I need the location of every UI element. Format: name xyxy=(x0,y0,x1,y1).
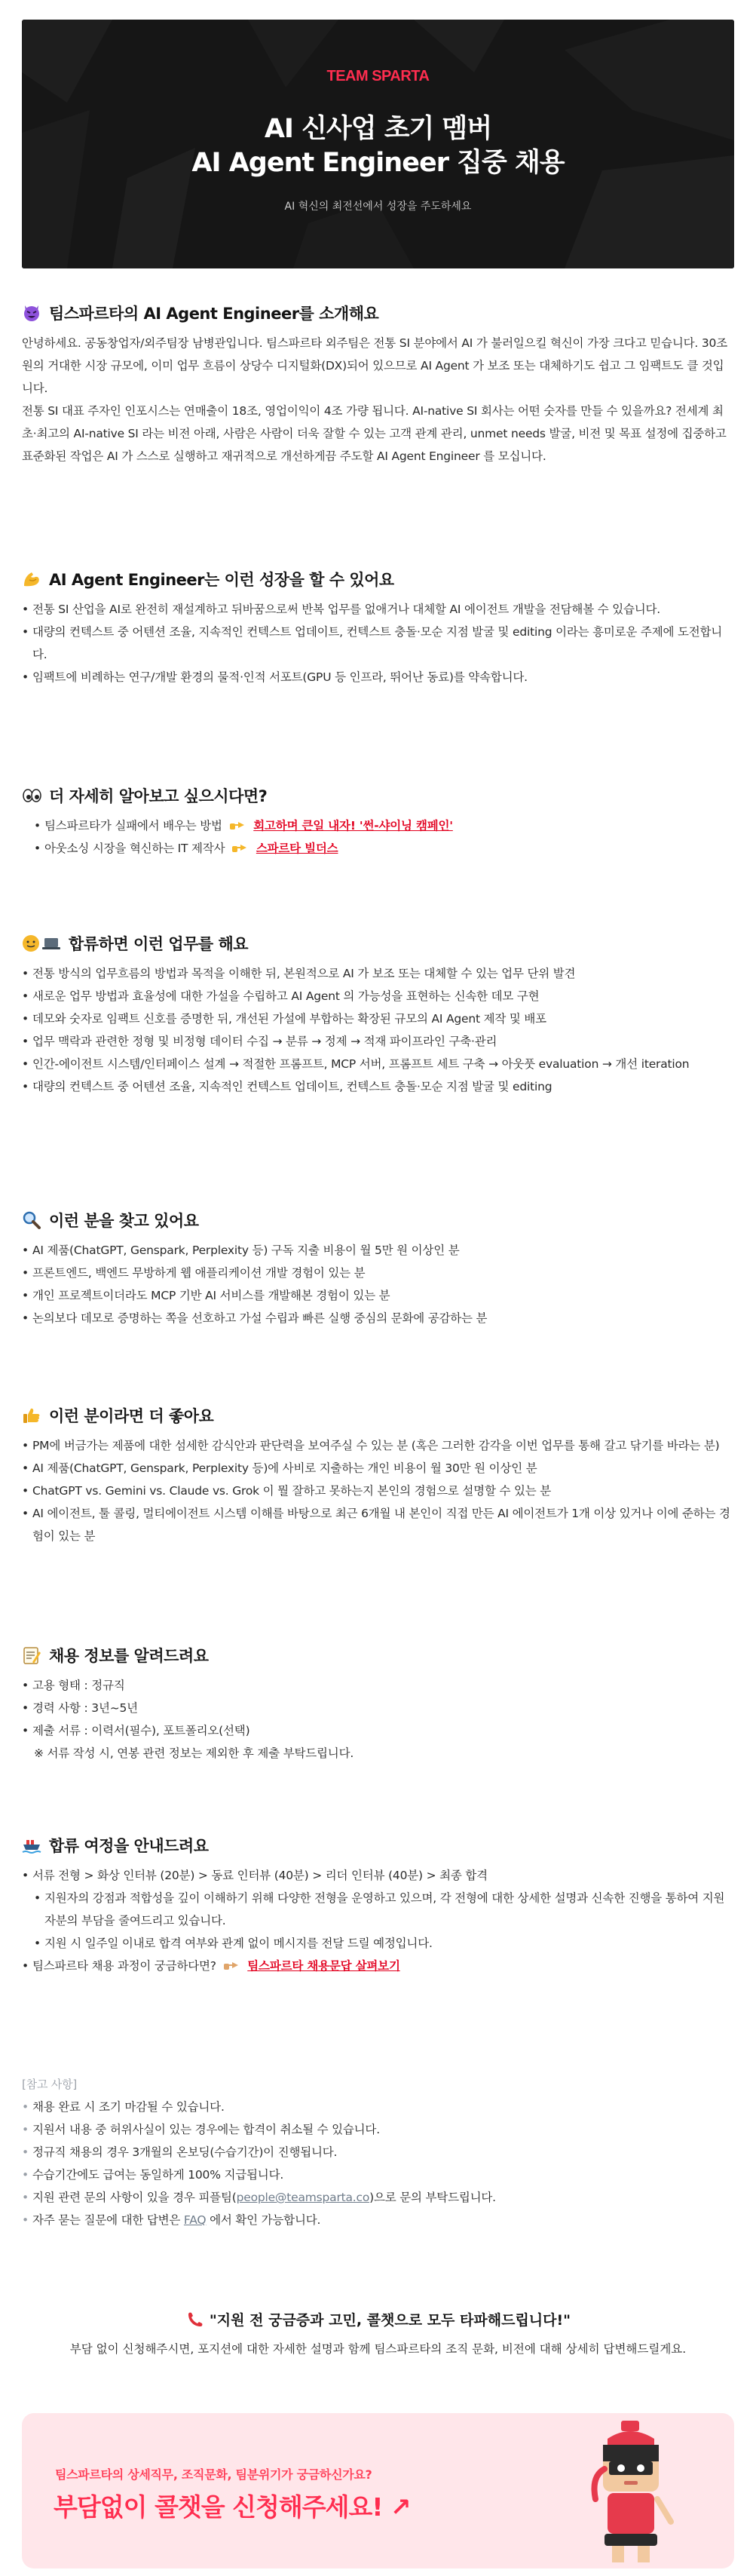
list-item: • 정규직 채용의 경우 3개월의 온보딩(수습기간)이 진행됩니다. xyxy=(22,2141,734,2164)
section-intro xyxy=(22,302,734,468)
pointing-hand-icon xyxy=(223,1958,240,1972)
list-item: • 임팩트에 비례하는 연구/개발 환경의 물적·인적 서포트(GPU 등 인프라, 뛰어난 동료)를 약속합니다. xyxy=(22,666,734,688)
list-item: • 채용 완료 시 조기 마감될 수 있습니다. xyxy=(22,2096,734,2118)
section-job-info xyxy=(22,1644,734,1765)
section-title: 이런 분을 찾고 있어요 xyxy=(49,1212,199,1230)
section-title: 합류하면 이런 업무를 해요 xyxy=(69,935,249,953)
process-faq xyxy=(22,1955,734,1977)
recruit-faq-link[interactable]: 팀스파르타 채용문답 살펴보기 xyxy=(247,1959,400,1973)
brand-logo: TEAM SPARTA xyxy=(326,68,430,84)
section-reference xyxy=(22,2073,734,2231)
callchat-banner[interactable] xyxy=(22,2413,734,2568)
list-item: • 고용 형태 : 정규직 xyxy=(22,1674,734,1697)
list-item: • ChatGPT vs. Gemini vs. Claude vs. Grok 이 뭘 잘하고 못하는지 본인의 경험으로 설명할 수 있는 분 xyxy=(22,1480,734,1502)
reference-list xyxy=(22,2096,734,2231)
reference-title: [참고 사항] xyxy=(22,2078,78,2091)
section-heading xyxy=(22,932,734,955)
list-item-text: 아웃소싱 시장을 혁신하는 IT 제작사 xyxy=(44,842,225,855)
memo-icon xyxy=(22,1645,41,1665)
list-item: • 데모와 숫자로 임팩트 신호를 증명한 뒤, 개선된 가설에 부합하는 확장된 규모의 AI Agent 제작 및 배포 xyxy=(22,1007,734,1030)
section-heading xyxy=(22,1834,734,1857)
section-seeking xyxy=(22,1209,734,1329)
section-heading xyxy=(22,784,734,807)
list-item: • AI 제품(ChatGPT, Genspark, Perplexity 등)에 사비로 지출하는 개인 비용이 월 30만 원 이상인 분 xyxy=(22,1457,734,1480)
magnifier-icon xyxy=(22,1210,41,1230)
section-title: 채용 정보를 알려드려요 xyxy=(49,1647,209,1665)
list-item: • 개인 프로젝트이더라도 MCP 기반 AI 서비스를 개발해본 경험이 있는 분 xyxy=(22,1284,734,1307)
faq-text: 자주 묻는 질문에 대한 답변은 xyxy=(32,2213,184,2227)
sparta-sunshining-link[interactable]: 회고하며 큰일 내자! '썬-샤이닝 캠페인' xyxy=(253,819,453,833)
section-heading xyxy=(22,302,734,324)
banner-question: 팀스파르타의 상세직무, 조직문화, 팀분위기가 궁금하신가요? xyxy=(55,2467,372,2482)
telephone-icon xyxy=(185,2310,205,2329)
section-bonus xyxy=(22,1404,734,1547)
list-item-text: 팀스파르타가 실패에서 배우는 방법 xyxy=(44,819,222,833)
section-heading xyxy=(22,1209,734,1231)
list-item xyxy=(22,1955,734,1977)
sparta-builders-link[interactable]: 스파르타 빌더스 xyxy=(256,842,338,855)
process-list xyxy=(22,1864,734,1887)
list-item: • 대량의 컨텍스트 중 어텐션 조율, 지속적인 컨텍스트 업데이트, 컨텍스트 충돌·모순 지점 발굴 및 editing xyxy=(22,1075,734,1098)
faq-link[interactable]: FAQ xyxy=(183,2213,207,2227)
list-item xyxy=(22,814,734,837)
section-title: 이런 분이라면 더 좋아요 xyxy=(49,1407,214,1425)
sparta-mascot-icon xyxy=(582,2416,680,2567)
person-laptop-icon xyxy=(22,934,61,953)
list-item: • 지원서 내용 중 허위사실이 있는 경우에는 합격이 취소될 수 있습니다. xyxy=(22,2118,734,2141)
process-flow: • 서류 전형 > 화상 인터뷰 (20분) > 동료 인터뷰 (40분) > 리더 인터뷰 (40분) > 최종 합격 xyxy=(22,1864,734,1887)
hero-banner xyxy=(22,20,734,268)
list-item: • 새로운 업무 방법과 효율성에 대한 가설을 수립하고 AI Agent 의 가능성을 표현하는 신속한 데모 구현 xyxy=(22,985,734,1007)
section-heading xyxy=(22,1404,734,1427)
section-process xyxy=(22,1834,734,1977)
more-list xyxy=(22,814,734,860)
intro-paragraph: 안녕하세요. 공동창업자/외주팀장 남병관입니다. 팀스파르타 외주팀은 전통 SI 분야에서 AI 가 불러일으킬 혁신이 가장 크다고 믿습니다. 30조 원의 거대한 시장 규모에, 이미 업무 흐름이 상당수 디지털화(DX)되어 있으므로 AI Agent 가 보조 또는 대체하기도 쉽고 그 임팩트도 클 것입니다. xyxy=(22,336,727,395)
list-item: • 프론트엔드, 백엔드 무방하게 웹 애플리케이션 개발 경험이 있는 분 xyxy=(22,1262,734,1284)
list-item xyxy=(22,2209,734,2231)
intro-paragraph: 전통 SI 대표 주자인 인포시스는 연매출이 18조, 영업이익이 4조 가량 됩니다. AI-native SI 회사는 어떤 숫자를 만들 수 있을까요? 전세계 최초·최고의 AI-native SI 라는 비전 아래, 사람은 사람이 더욱 잘할 수 있는 고객 관계 관리, unmet needs 발굴, 비전 및 목표 설정에 집중하고 표준화된 작업은 AI 가 스스로 실행하고 재귀적으로 개선하게끔 주도할 AI Agent Engineer 를 모십니다. xyxy=(22,404,727,463)
cta-title-text: "지원 전 궁금증과 고민, 콜챗으로 모두 타파해드립니다!" xyxy=(209,2312,571,2329)
pointing-hand-icon xyxy=(229,818,246,832)
hero-title-line1: AI 신사업 초기 멤버 xyxy=(264,114,492,144)
section-title: 합류 여정을 안내드려요 xyxy=(49,1837,209,1855)
work-list xyxy=(22,962,734,1098)
section-title: 팀스파르타의 AI Agent Engineer를 소개해요 xyxy=(49,305,379,323)
faq-text: 에서 확인 가능합니다. xyxy=(206,2213,321,2227)
list-item: • 경력 사항 : 3년~5년 xyxy=(22,1697,734,1719)
devil-face-icon xyxy=(22,303,41,323)
process-details xyxy=(22,1887,734,1955)
section-title: AI Agent Engineer는 이런 성장을 할 수 있어요 xyxy=(49,571,394,589)
seeking-list xyxy=(22,1239,734,1329)
contact-text: )으로 문의 부탁드립니다. xyxy=(369,2191,496,2204)
list-item: • 논의보다 데모로 증명하는 쪽을 선호하고 가설 수립과 빠른 실행 중심의 문화에 공감하는 분 xyxy=(22,1307,734,1329)
list-item: • 업무 맥락과 관련한 정형 및 비정형 데이터 수집 → 분류 → 정제 → 적재 파이프라인 구축·관리 xyxy=(22,1030,734,1053)
hero-title-line2: AI Agent Engineer 집중 채용 xyxy=(191,148,565,178)
list-item xyxy=(22,2186,734,2209)
info-note: ※ 서류 작성 시, 연봉 관련 정보는 제외한 후 제출 부탁드립니다. xyxy=(34,1746,354,1760)
bonus-list xyxy=(22,1434,734,1547)
list-item-text: 팀스파르타 채용 과정이 궁금하다면? xyxy=(32,1959,216,1973)
list-item: • 전통 SI 산업을 AI로 완전히 재설계하고 뒤바꿈으로써 반복 업무를 없애거나 대체할 AI 에이전트 개발을 전담해볼 수 있습니다. xyxy=(22,598,734,621)
section-growth xyxy=(22,568,734,688)
contact-text: 지원 관련 문의 사항이 있을 경우 피플팀( xyxy=(32,2191,237,2204)
section-title: 더 자세히 알아보고 싶으시다면? xyxy=(49,787,268,805)
section-heading xyxy=(22,1644,734,1667)
list-item: • 지원 시 일주일 이내로 합격 여부와 관계 없이 메시지를 전달 드릴 예정입니다. xyxy=(22,1932,734,1955)
list-item: • PM에 버금가는 제품에 대한 섬세한 감식안과 판단력을 보여주실 수 있는 분 (혹은 그러한 감각을 이번 업무를 통해 갈고 닦기를 바라는 분) xyxy=(22,1434,734,1457)
list-item xyxy=(22,837,734,860)
list-item: • 수습기간에도 급여는 동일하게 100% 지급됩니다. xyxy=(22,2164,734,2186)
list-item: • 제출 서류 : 이력서(필수), 포트폴리오(선택) xyxy=(22,1719,734,1742)
thumbs-up-icon xyxy=(22,1406,41,1425)
section-more-info xyxy=(22,784,734,860)
section-heading xyxy=(22,568,734,590)
list-item: • AI 제품(ChatGPT, Genspark, Perplexity 등) 구독 지출 비용이 월 5만 원 이상인 분 xyxy=(22,1239,734,1262)
section-work xyxy=(22,932,734,1098)
pointing-hand-icon xyxy=(231,841,248,854)
list-item: • 지원자의 강점과 적합성을 깊이 이해하기 위해 다양한 전형을 운영하고 있으며, 각 전형에 대한 상세한 설명과 신속한 진행을 통하여 지원자분의 부담을 줄여드리고 있습니다. xyxy=(22,1887,734,1932)
list-item: • AI 에이전트, 툴 콜링, 멀티에이전트 시스템 이해를 바탕으로 최근 6개월 내 본인이 직접 만든 AI 에이전트가 1개 이상 있거나 이에 준하는 경험이 있는 분 xyxy=(22,1502,734,1547)
eyes-icon xyxy=(22,786,41,805)
growth-list xyxy=(22,598,734,688)
ship-icon xyxy=(22,1835,41,1855)
list-item: • 대량의 컨텍스트 중 어텐션 조율, 지속적인 컨텍스트 업데이트, 컨텍스트 충돌·모순 지점 발굴 및 editing 이라는 흥미로운 주제에 도전합니다. xyxy=(22,621,734,666)
list-item: • 인간-에이전트 시스템/인터페이스 설계 → 적절한 프롬프트, MCP 서버, 프롬프트 세트 구축 → 아웃풋 evaluation → 개선 iteration xyxy=(22,1053,734,1075)
cta-subtitle: 부담 없이 신청해주시면, 포지션에 대한 자세한 설명과 함께 팀스파르타의 조직 문화, 비전에 대해 상세히 답변해드릴게요. xyxy=(69,2342,687,2356)
cta-title xyxy=(22,2309,734,2329)
contact-email-link[interactable]: people@teamsparta.co xyxy=(236,2191,370,2204)
hero-subtitle: AI 혁신의 최전선에서 성장을 주도하세요 xyxy=(284,201,472,213)
flexed-biceps-icon xyxy=(22,569,41,589)
banner-headline[interactable]: 부담없이 콜챗을 신청해주세요! ↗ xyxy=(54,2492,411,2522)
info-list xyxy=(22,1674,734,1742)
list-item: • 전통 방식의 업무흐름의 방법과 목적을 이해한 뒤, 본원적으로 AI 가 보조 또는 대체할 수 있는 업무 단위 발견 xyxy=(22,962,734,985)
